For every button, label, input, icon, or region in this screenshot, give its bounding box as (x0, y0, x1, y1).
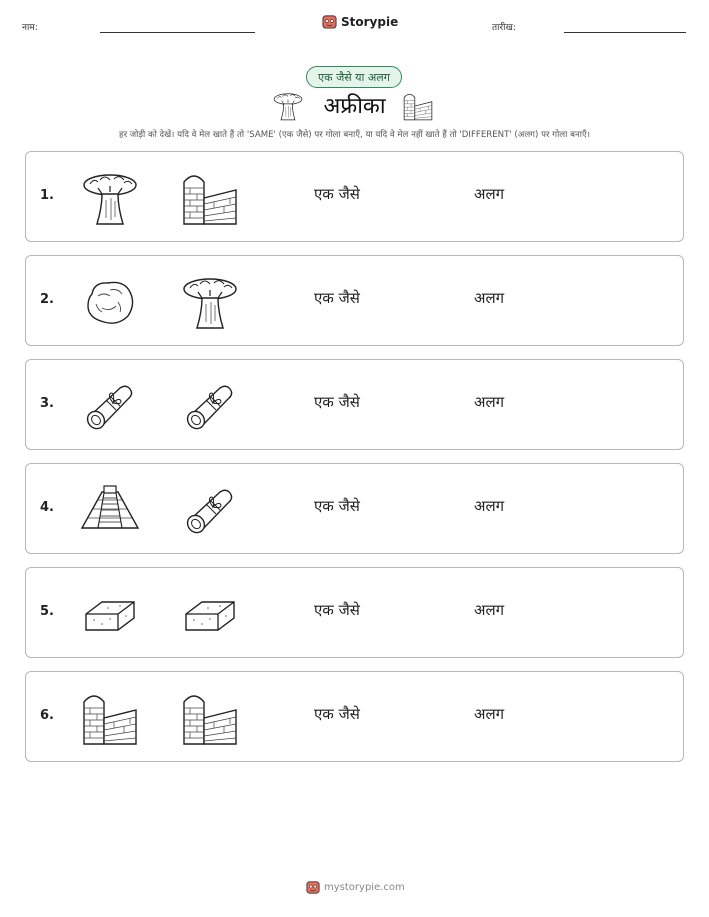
question-row (25, 567, 684, 658)
brand-logo (322, 14, 398, 29)
footer (306, 880, 405, 894)
name-field-line[interactable] (100, 32, 255, 33)
same-option[interactable]: एक जैसे (314, 705, 360, 723)
stone-ruins-icon (180, 688, 240, 748)
scroll-icon (180, 376, 240, 436)
different-option[interactable]: अलग (474, 601, 505, 619)
page-title: अफ्रीका (323, 94, 386, 119)
question-number: 4. (40, 500, 54, 515)
question-row (25, 671, 684, 762)
rock-icon (80, 272, 140, 332)
baobab-tree-icon (180, 272, 240, 332)
question-row (25, 359, 684, 450)
different-option[interactable]: अलग (474, 393, 505, 411)
same-option[interactable]: एक जैसे (314, 393, 360, 411)
question-number: 6. (40, 708, 54, 723)
baobab-tree-icon (80, 168, 140, 228)
question-row (25, 463, 684, 554)
storypie-logo-icon (322, 14, 337, 29)
brand-name: Storypie (341, 14, 399, 29)
question-row (25, 151, 684, 242)
scroll-icon (80, 376, 140, 436)
question-number: 5. (40, 604, 54, 619)
different-option[interactable]: अलग (474, 289, 505, 307)
instructions: हर जोड़ी को देखें। यदि वे मेल खाते हैं तो 'SAME' (एक जैसे) पर गोला बनाएँ, या यदि वे मेल नहीं खाते हैं तो 'DIFFERENT' (अलग) पर गोला बनाएँ। (119, 130, 590, 140)
date-field-line[interactable] (564, 32, 686, 33)
footer-url: mystorypie.com (324, 881, 405, 893)
stone-ruins-icon (80, 688, 140, 748)
different-option[interactable]: अलग (474, 705, 505, 723)
stone-ruins-icon (402, 90, 434, 122)
brick-icon (180, 584, 240, 644)
stone-ruins-icon (180, 168, 240, 228)
different-option[interactable]: अलग (474, 185, 505, 203)
brick-icon (80, 584, 140, 644)
storypie-logo-icon (306, 880, 320, 894)
topic-badge: एक जैसे या अलग (306, 66, 402, 88)
same-option[interactable]: एक जैसे (314, 185, 360, 203)
question-number: 3. (40, 396, 54, 411)
name-label: नाम: (22, 23, 38, 33)
same-option[interactable]: एक जैसे (314, 289, 360, 307)
question-row (25, 255, 684, 346)
question-number: 2. (40, 292, 54, 307)
scroll-icon (180, 480, 240, 540)
same-option[interactable]: एक जैसे (314, 601, 360, 619)
question-number: 1. (40, 188, 54, 203)
same-option[interactable]: एक जैसे (314, 497, 360, 515)
date-label: तारीख: (492, 23, 516, 33)
different-option[interactable]: अलग (474, 497, 505, 515)
pyramid-icon (80, 480, 140, 540)
